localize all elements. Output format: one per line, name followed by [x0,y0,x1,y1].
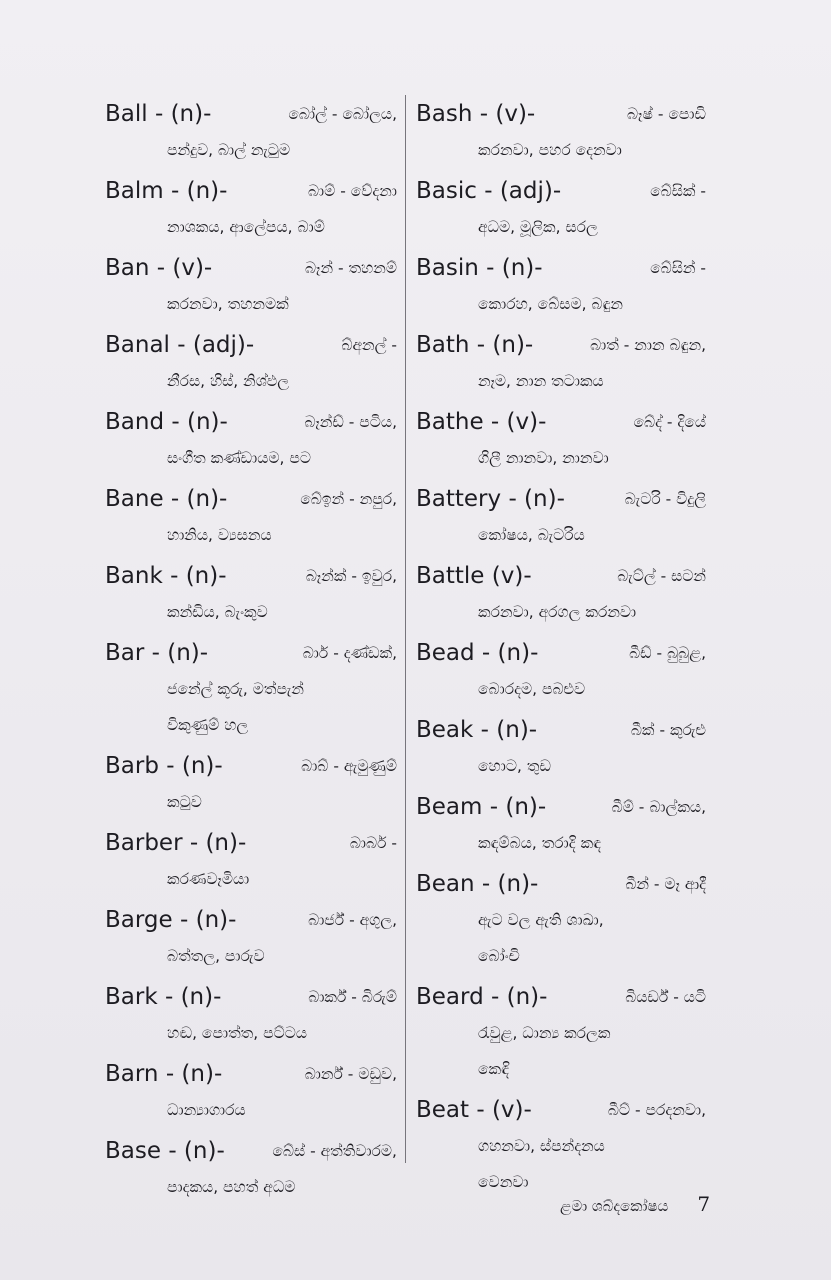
entry-gloss: බීට් - පරදනවා, [607,1101,706,1119]
entry-continuation: විකුණුම් හල [167,716,249,734]
entry-gloss: බාම් - වේදනා [307,182,397,200]
entry-gloss: බෑන්ක් - ඉවුර, [305,567,397,585]
dictionary-entry [416,866,706,974]
entry-continuation: අධම, මූලික, සරල [478,218,598,236]
dictionary-entry [416,481,706,553]
column-divider [405,95,406,1163]
entry-term: Beat - (v)- [416,1097,532,1123]
entry-term: Bash - (v)- [416,101,536,127]
dictionary-entry [416,404,706,476]
entry-continuation: කටුව [167,793,202,811]
entry-first-line [105,825,397,861]
entry-gloss: බියර්ඩ් - යටි [625,988,706,1006]
dictionary-entry [105,979,397,1051]
dictionary-entry [416,712,706,784]
entry-continuation: කෙඳි [478,1060,510,1078]
entry-first-line [416,712,706,748]
entry-first-line [416,173,706,209]
dictionary-entry [416,173,706,245]
entry-gloss: බාර් - දණ්ඩක්, [302,644,397,662]
entry-term: Beard - (n)- [416,984,548,1010]
entry-continuation: ඇට වල ඇති ශාඛා, [478,911,604,929]
entry-first-line [105,96,397,132]
entry-continuation: වෙනවා [478,1173,529,1191]
dictionary-entry [105,327,397,399]
entry-gloss: බ්අනල් - [341,336,397,354]
entry-first-line [416,96,706,132]
left-column [105,96,397,1210]
entry-first-line [416,558,706,594]
dictionary-entry [105,1056,397,1128]
entry-first-line [105,748,397,784]
entry-continuation: කරණවෑමියා [167,870,250,888]
dictionary-entry [416,96,706,168]
entry-term: Battery - (n)- [416,486,565,512]
entry-gloss: බාත් - නාන බඳුන, [590,336,706,354]
entry-gloss: බේඉන් - නපුර, [300,490,397,508]
entry-first-line [416,250,706,286]
entry-continuation: බත්තල, පාරුව [167,947,265,965]
entry-continuation: ගහනවා, ස්පන්දනය [478,1137,605,1155]
entry-term: Barn - (n)- [105,1061,223,1087]
entry-first-line [416,404,706,440]
entry-term: Beam - (n)- [416,794,547,820]
entry-term: Bark - (n)- [105,984,222,1010]
entry-term: Beak - (n)- [416,717,538,743]
entry-continuation: ගිලී නානවා, නානවා [478,449,609,467]
entry-continuation: ධාන්‍යාගාරය [167,1101,246,1119]
entry-term: Bead - (n)- [416,640,539,666]
entry-first-line [416,481,706,517]
entry-continuation: කෝෂය, බැටරිය [478,526,585,544]
dictionary-entry [416,789,706,861]
entry-first-line [416,635,706,671]
entry-continuation: කරනවා, අරගල කරනවා [478,603,637,621]
entry-first-line [105,481,397,517]
entry-term: Basin - (n)- [416,255,543,281]
entry-continuation: හානිය, ව්‍යසනය [167,526,272,544]
dictionary-entry [105,481,397,553]
entry-first-line [416,866,706,902]
right-column [416,96,706,1205]
entry-first-line [105,173,397,209]
entry-continuation: කඳම්බය, තරාදි කඳ [478,834,602,852]
entry-term: Ban - (v)- [105,255,213,281]
entry-continuation: පන්දුව, බාල් නැටුම [167,141,291,159]
entry-term: Bane - (n)- [105,486,228,512]
dictionary-entry [105,250,397,322]
dictionary-entry [416,558,706,630]
entry-first-line [105,327,397,363]
dictionary-entry [105,404,397,476]
entry-continuation: සංගීත කණ්ඩායම, පට [167,449,312,467]
entry-gloss: බෑන්ඩ් - පටිය, [304,413,397,431]
entry-gloss: බැට්ල් - සටන් [617,567,706,585]
entry-first-line [416,789,706,825]
entry-continuation: නෑම, නාන තටාකය [478,372,604,390]
entry-term: Banal - (adj)- [105,332,255,358]
entry-gloss: බැටරි - විදුලි [624,490,706,508]
entry-term: Battle (v)- [416,563,532,589]
entry-continuation: බෝංචි [478,947,520,965]
entry-gloss: බේද් - දියේ [633,413,706,431]
entry-continuation: නීරස, හිස්, නිශ්ඵල [167,372,290,390]
entry-term: Barber - (n)- [105,830,247,856]
entry-first-line [416,1092,706,1128]
dictionary-entry [105,558,397,630]
entry-continuation: කරනවා, පහර දෙනවා [478,141,622,159]
entry-continuation: කරනවා, තහනමක් [167,295,289,313]
entry-first-line [105,1056,397,1092]
entry-term: Bean - (n)- [416,871,539,897]
page-number: 7 [697,1192,711,1216]
entry-gloss: බීම් - බාල්කය, [611,798,706,816]
entry-continuation: බොරදම, පබළුව [478,680,586,698]
entry-continuation: රැවුළ, ධාන්‍ය කරලක [478,1024,611,1042]
entry-continuation: ජනේල් කූරු, මත්පැන් [167,680,304,698]
entry-term: Bathe - (v)- [416,409,547,435]
entry-term: Barb - (n)- [105,753,223,779]
entry-first-line [105,979,397,1015]
entry-gloss: බෑන් - තහනම් [305,259,397,277]
entry-term: Bar - (n)- [105,640,209,666]
entry-continuation: හොට, තුඩ [478,757,551,775]
entry-continuation: හඬ, පොත්ත, පට්ටය [167,1024,308,1042]
dictionary-entry [105,748,397,820]
entry-gloss: බීන් - මෑ ආදී [625,875,706,893]
dictionary-entry [105,96,397,168]
dictionary-entry [105,825,397,897]
entry-gloss: බාබර් - [349,834,397,852]
entry-gloss: බීඩ් - බුබුළ, [629,644,706,662]
entry-gloss: බෑෂ් - පොඩි [627,105,706,123]
entry-first-line [105,1133,397,1169]
dictionary-entry [416,250,706,322]
entry-gloss: බාර්ක් - බිරුම් [308,988,397,1006]
entry-term: Balm - (n)- [105,178,228,204]
entry-gloss: බීක් - කුරුළු [630,721,706,739]
entry-first-line [105,635,397,671]
entry-term: Band - (n)- [105,409,228,435]
book-title: ළමා ශබ්දකෝෂය [560,1197,669,1215]
entry-first-line [105,404,397,440]
dictionary-entry [416,327,706,399]
entry-gloss: බේස් - අත්තිවාරම, [272,1142,397,1160]
entry-first-line [105,902,397,938]
entry-gloss: බෝල් - බෝලය, [288,105,397,123]
entry-continuation: කන්ඩිය, බැංකුව [167,603,268,621]
page-footer [560,1184,710,1224]
dictionary-entry [105,1133,397,1205]
entry-term: Base - (n)- [105,1138,225,1164]
entry-term: Bath - (n)- [416,332,534,358]
entry-gloss: බාර්ජ් - අගුල, [308,911,397,929]
entry-term: Ball - (n)- [105,101,212,127]
entry-first-line [105,250,397,286]
dictionary-entry [105,635,397,743]
dictionary-entry [105,902,397,974]
entry-continuation: පාදකය, පහත් අධම [167,1178,296,1196]
entry-first-line [416,327,706,363]
dictionary-entry [416,635,706,707]
entry-gloss: බේසින් - [650,259,706,277]
entry-continuation: කොරහ, බේසම, බඳුන [478,295,624,313]
entry-first-line [416,979,706,1015]
entry-gloss: බාබ් - ඇමුණුම් [301,757,397,775]
entry-term: Basic - (adj)- [416,178,562,204]
entry-continuation: නාශකය, ආලේපය, බාම් [167,218,325,236]
entry-first-line [105,558,397,594]
entry-gloss: බේසික් - [650,182,706,200]
entry-term: Barge - (n)- [105,907,237,933]
entry-gloss: බාර්න් - මඩුව, [304,1065,397,1083]
entry-term: Bank - (n)- [105,563,227,589]
dictionary-entry [416,979,706,1087]
dictionary-entry [105,173,397,245]
